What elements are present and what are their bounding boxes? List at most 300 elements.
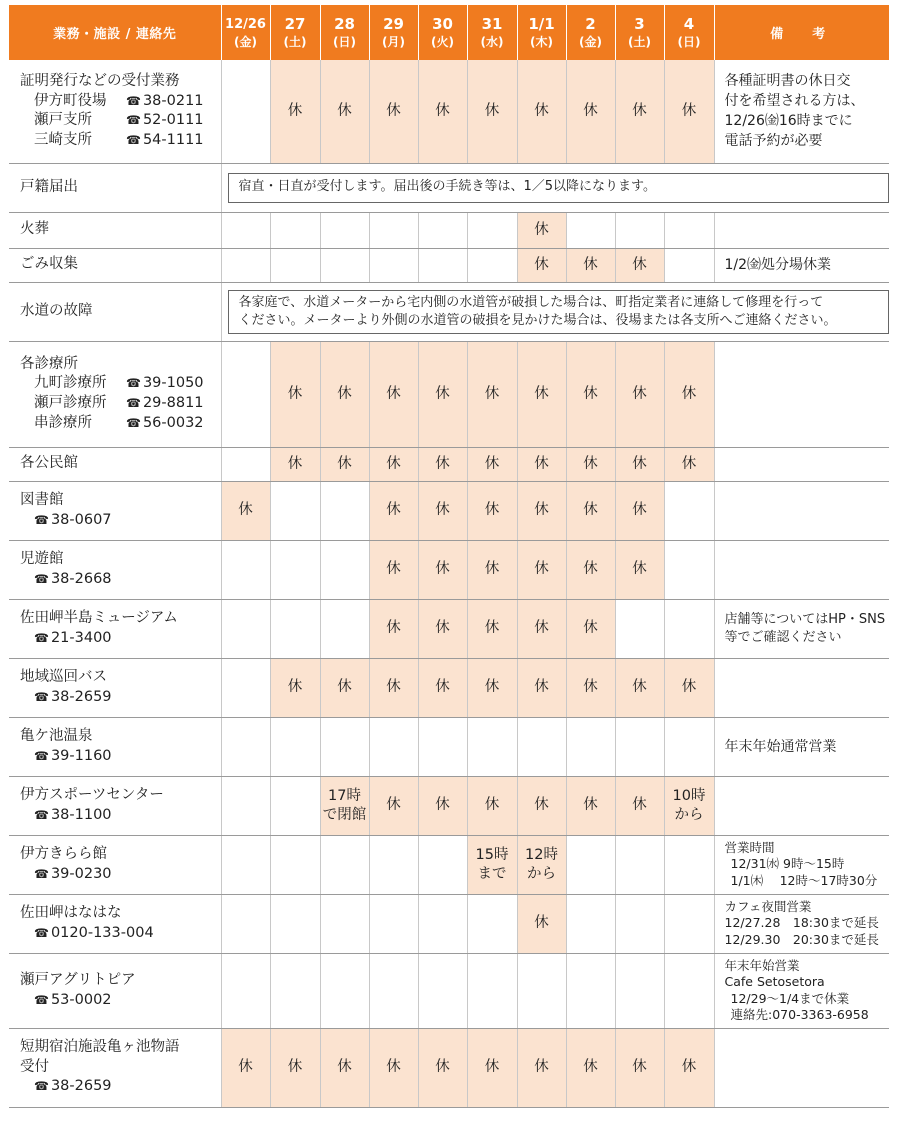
schedule-row [9,540,889,599]
day-date: 1/1 [528,14,555,33]
day-cell [517,717,566,776]
phone-icon: ☎ [34,571,49,586]
day-cell [467,599,517,658]
day-cell [517,341,566,447]
day-cell [664,212,714,248]
day-date: 2 [585,14,596,33]
day-cell [664,540,714,599]
day-cell [517,212,566,248]
closed-mark: 休 [583,561,598,577]
hours-text: 17時 [328,787,361,804]
day-cell [221,248,270,282]
day-cell [270,776,320,835]
hours-text: から [527,865,556,882]
day-cell [418,953,467,1028]
closed-mark: 休 [287,1059,303,1075]
schedule-row [9,894,889,953]
holiday-schedule-sheet [9,5,889,1108]
day-cell [221,776,270,835]
day-cell [270,248,320,282]
day-header [418,5,467,60]
note-line: カフェ夜間営業 [724,898,812,914]
service-cell [9,163,221,212]
service-name: 各診療所 [20,355,78,372]
closed-mark: 休 [632,385,647,402]
day-cell [320,717,369,776]
day-cell [369,717,418,776]
schedule-row [9,60,889,163]
day-cell [221,447,270,481]
service-name: 瀬戸アグリトピア [20,971,136,988]
day-cell [369,60,418,163]
day-cell [270,481,320,540]
service-cell [9,341,221,447]
hours-text: 10時 [672,787,706,804]
day-cell [566,776,615,835]
notes-cell [714,447,889,481]
day-cell [270,894,320,953]
day-weekday: (日) [677,34,701,49]
note-line: 1/2㈮処分場休業 [724,257,832,273]
day-cell [664,248,714,282]
day-cell [615,447,664,481]
day-cell [615,481,664,540]
closed-mark: 休 [386,620,401,636]
day-cell [418,60,467,163]
service-name: 戸籍届出 [20,178,78,195]
closed-mark: 休 [534,915,549,931]
day-cell [221,212,270,248]
closed-mark: 休 [534,455,549,472]
notes-cell [714,248,889,282]
sub-office-phone [126,93,204,109]
day-date: 12/26 [225,16,266,32]
service-name: 佐田岬半島ミュージアム [20,609,178,626]
closed-mark: 休 [484,561,500,577]
closed-mark: 休 [287,385,303,402]
closed-mark: 休 [681,1059,697,1075]
service-column-header: 業務・施設 / 連絡先 [9,5,221,60]
day-cell [566,481,615,540]
phone-number: 38-1100 [50,806,112,823]
day-cell [566,447,615,481]
sub-office [20,374,217,394]
sub-office-label: 串診療所 [34,414,92,431]
day-cell [467,835,517,894]
notes-cell [714,835,889,894]
day-cell [664,60,714,163]
sub-office-label: 瀬戸診療所 [34,395,107,411]
day-cell [369,540,418,599]
schedule-row [9,341,889,447]
sub-office-phone [126,395,204,411]
closed-mark: 休 [583,385,598,402]
contact-phone [20,991,217,1011]
service-cell [9,953,221,1028]
day-cell [418,599,467,658]
day-cell [517,447,566,481]
day-cell [615,248,664,282]
note-line: 12/29～1/4まで休業 [730,990,850,1006]
phone-icon: ☎ [34,1079,49,1094]
phone-number: 38-0607 [50,511,112,528]
span-note-cell [221,163,889,212]
closed-mark: 休 [583,1059,598,1075]
day-cell [369,658,418,717]
contact-phone [20,570,217,590]
day-cell [517,776,566,835]
day-cell [270,341,320,447]
day-header [320,5,369,60]
day-cell [615,717,664,776]
closed-mark: 休 [534,561,549,577]
day-cell [467,776,517,835]
day-cell [270,212,320,248]
day-weekday: (月) [382,34,405,49]
day-cell [221,717,270,776]
closed-mark: 休 [681,385,697,402]
phone-icon: ☎ [34,748,49,763]
closed-mark: 休 [386,385,401,402]
day-cell [664,658,714,717]
day-cell [664,341,714,447]
service-cell [9,894,221,953]
day-cell [320,212,369,248]
service-name: 亀ケ池温泉 [20,727,93,744]
schedule-row [9,776,889,835]
day-cell [320,248,369,282]
day-cell [418,717,467,776]
day-cell [664,717,714,776]
service-cell [9,835,221,894]
day-cell [664,894,714,953]
day-cell [615,212,664,248]
closed-mark: 休 [287,679,303,695]
day-cell [566,341,615,447]
day-cell [467,717,517,776]
contact-phone [20,747,217,767]
sub-office [20,414,217,434]
day-cell [418,776,467,835]
sub-office [20,394,217,414]
day-weekday: (金) [234,34,257,49]
day-cell [517,481,566,540]
day-header [270,5,320,60]
closed-mark: 休 [484,797,500,813]
sub-office-label: 九町診療所 [34,375,107,392]
note-line: 連絡先:070-3363-6958 [730,1007,869,1022]
phone-icon: ☎ [34,689,49,704]
contact-phone [20,865,217,885]
day-cell [566,248,615,282]
day-cell [467,447,517,481]
day-cell [566,835,615,894]
day-weekday: (火) [431,34,454,49]
header-row [9,5,889,60]
day-cell [270,1028,320,1107]
closed-mark: 休 [534,620,549,636]
phone-number: 53-0002 [50,991,112,1008]
schedule-row [9,212,889,248]
day-weekday: (金) [579,34,602,49]
note-line: 付を希望される方は、 [724,93,865,110]
day-cell [467,1028,517,1107]
day-cell [369,248,418,282]
phone-number: 56-0032 [142,414,204,431]
day-cell [221,540,270,599]
day-cell [369,599,418,658]
phone-icon: ☎ [126,132,141,147]
closed-mark: 休 [238,502,253,518]
closed-mark: 休 [484,102,500,119]
note-line: 各種証明書の休日交 [724,73,851,90]
day-cell [615,341,664,447]
phone-icon: ☎ [34,925,49,940]
day-cell [517,658,566,717]
closed-mark: 休 [632,256,647,273]
closed-mark: 休 [435,455,450,472]
closed-mark: 休 [435,797,450,813]
day-cell [320,835,369,894]
closed-mark: 休 [287,455,303,472]
day-cell [369,341,418,447]
day-cell [418,447,467,481]
schedule-row [9,282,889,341]
service-cell [9,717,221,776]
note-line: 1/1㈭ 12時～17時30分 [730,872,878,888]
phone-icon: ☎ [126,415,141,430]
sub-office-phone [126,415,204,431]
day-cell [467,248,517,282]
day-header [467,5,517,60]
day-cell [615,1028,664,1107]
schedule-row [9,163,889,212]
day-cell [221,481,270,540]
service-cell [9,1028,221,1107]
closed-mark: 休 [238,1059,253,1075]
day-cell [320,60,369,163]
note-line: 12/31㈬ 9時～15時 [730,856,845,872]
day-cell [221,599,270,658]
closed-mark: 休 [632,679,647,695]
day-cell [221,60,270,163]
closed-mark: 休 [435,620,450,636]
day-cell [320,599,369,658]
day-cell [418,658,467,717]
closed-mark: 休 [337,455,352,472]
closed-mark: 休 [287,102,303,119]
closed-mark: 休 [534,1059,549,1075]
closed-mark: 休 [681,679,697,695]
closed-mark: 休 [484,1059,500,1075]
closed-mark: 休 [386,455,401,472]
day-cell [270,599,320,658]
schedule-row [9,835,889,894]
service-cell [9,481,221,540]
service-cell [9,282,221,341]
closed-mark: 休 [534,221,549,238]
sub-office-label: 伊方町役場 [34,92,107,109]
day-cell [664,447,714,481]
day-cell [566,717,615,776]
day-cell [517,953,566,1028]
closed-mark: 休 [583,679,598,695]
closed-mark: 休 [632,455,647,472]
day-header [664,5,714,60]
sub-office-label: 瀬戸支所 [34,112,92,129]
closed-mark: 休 [484,679,500,695]
closed-mark: 休 [534,502,549,518]
day-date: 28 [334,14,355,33]
day-header [566,5,615,60]
note-line: 年末年始営業 [724,957,800,973]
sub-office-phone [126,132,204,148]
service-cell [9,212,221,248]
day-cell [566,60,615,163]
day-cell [369,835,418,894]
day-cell [270,835,320,894]
day-cell [320,540,369,599]
phone-icon: ☎ [34,807,49,822]
span-note-box [228,173,890,203]
closed-mark: 休 [583,102,598,119]
day-cell [221,835,270,894]
contact-phone [20,511,217,531]
day-cell [615,894,664,953]
closed-mark: 休 [386,679,401,695]
day-date: 27 [284,14,306,33]
notes-cell [714,1028,889,1107]
day-cell [320,658,369,717]
day-cell [467,540,517,599]
service-name: 証明発行などの受付業務 [20,73,180,90]
closed-mark: 休 [435,102,450,119]
notes-cell [714,212,889,248]
day-cell [615,658,664,717]
contact-phone [20,1077,217,1097]
closed-mark: 休 [435,385,450,402]
day-header [369,5,418,60]
service-cell [9,248,221,282]
day-date: 3 [634,14,645,33]
service-name: 地域巡回バス [20,668,107,685]
closed-mark: 休 [484,620,500,636]
phone-icon: ☎ [126,93,141,108]
phone-icon: ☎ [34,630,49,645]
closed-mark: 休 [632,102,647,119]
phone-number: 0120-133-004 [50,924,154,941]
note-line: Cafe Setosetora [724,974,825,989]
service-name: 佐田岬はなはな [20,904,122,921]
note-line: 12/27.28 18:30まで延長 [724,915,879,931]
day-cell [270,717,320,776]
service-name: 短期宿泊施設亀ヶ池物語 [20,1039,180,1056]
day-cell [418,1028,467,1107]
day-cell [369,447,418,481]
closed-mark: 休 [632,502,647,518]
day-header [615,5,664,60]
day-cell [664,776,714,835]
day-cell [418,835,467,894]
notes-cell [714,658,889,717]
day-weekday: (日) [333,34,356,49]
day-cell [369,953,418,1028]
notes-column-header: 備 考 [714,5,889,60]
phone-number: 38-2659 [50,1078,112,1095]
day-cell [615,540,664,599]
day-cell [517,1028,566,1107]
closed-mark: 休 [632,561,647,577]
day-cell [566,599,615,658]
phone-icon: ☎ [126,113,141,128]
day-cell [467,658,517,717]
service-cell [9,776,221,835]
service-name-line2: 受付 [20,1058,49,1075]
day-weekday: (木) [530,34,553,49]
schedule-row [9,717,889,776]
service-cell [9,658,221,717]
notes-cell [714,481,889,540]
span-note-cell [221,282,889,341]
closed-mark: 休 [534,385,549,402]
note-line: 12/26㈮16時までに [724,113,853,130]
phone-icon: ☎ [34,512,49,527]
closed-mark: 休 [484,502,500,518]
day-cell [467,953,517,1028]
day-cell [517,599,566,658]
service-name: 各公民館 [20,455,78,472]
day-cell [615,953,664,1028]
service-name: ごみ収集 [20,256,78,273]
day-cell [369,212,418,248]
day-cell [517,248,566,282]
day-cell [566,212,615,248]
day-date: 29 [383,14,404,33]
phone-icon: ☎ [126,376,141,391]
note-line: 等でご確認ください [724,629,842,645]
contact-phone [20,806,217,826]
day-cell [369,776,418,835]
closed-mark: 休 [386,1059,401,1075]
service-cell [9,60,221,163]
day-cell [517,540,566,599]
closed-mark: 休 [534,797,549,813]
service-name: 図書館 [20,491,64,508]
sub-office [20,131,217,151]
phone-icon: ☎ [34,992,49,1007]
day-weekday: (水) [480,34,504,49]
closed-mark: 休 [337,385,352,402]
day-cell [320,953,369,1028]
day-cell [221,953,270,1028]
closed-mark: 休 [337,1059,352,1075]
day-cell [517,835,566,894]
day-cell [270,540,320,599]
day-weekday: (土) [628,34,651,49]
service-name: 伊方きらら館 [20,845,107,862]
day-cell [221,1028,270,1107]
closed-mark: 休 [632,797,647,813]
closed-mark: 休 [386,797,401,813]
closed-mark: 休 [484,455,500,472]
day-cell [566,894,615,953]
day-cell [664,481,714,540]
service-name: 伊方スポーツセンター [20,786,164,803]
schedule-row [9,1028,889,1107]
note-line: 年末年始通常営業 [724,738,837,755]
phone-number: 39-1050 [142,375,204,392]
closed-mark: 休 [534,679,549,695]
